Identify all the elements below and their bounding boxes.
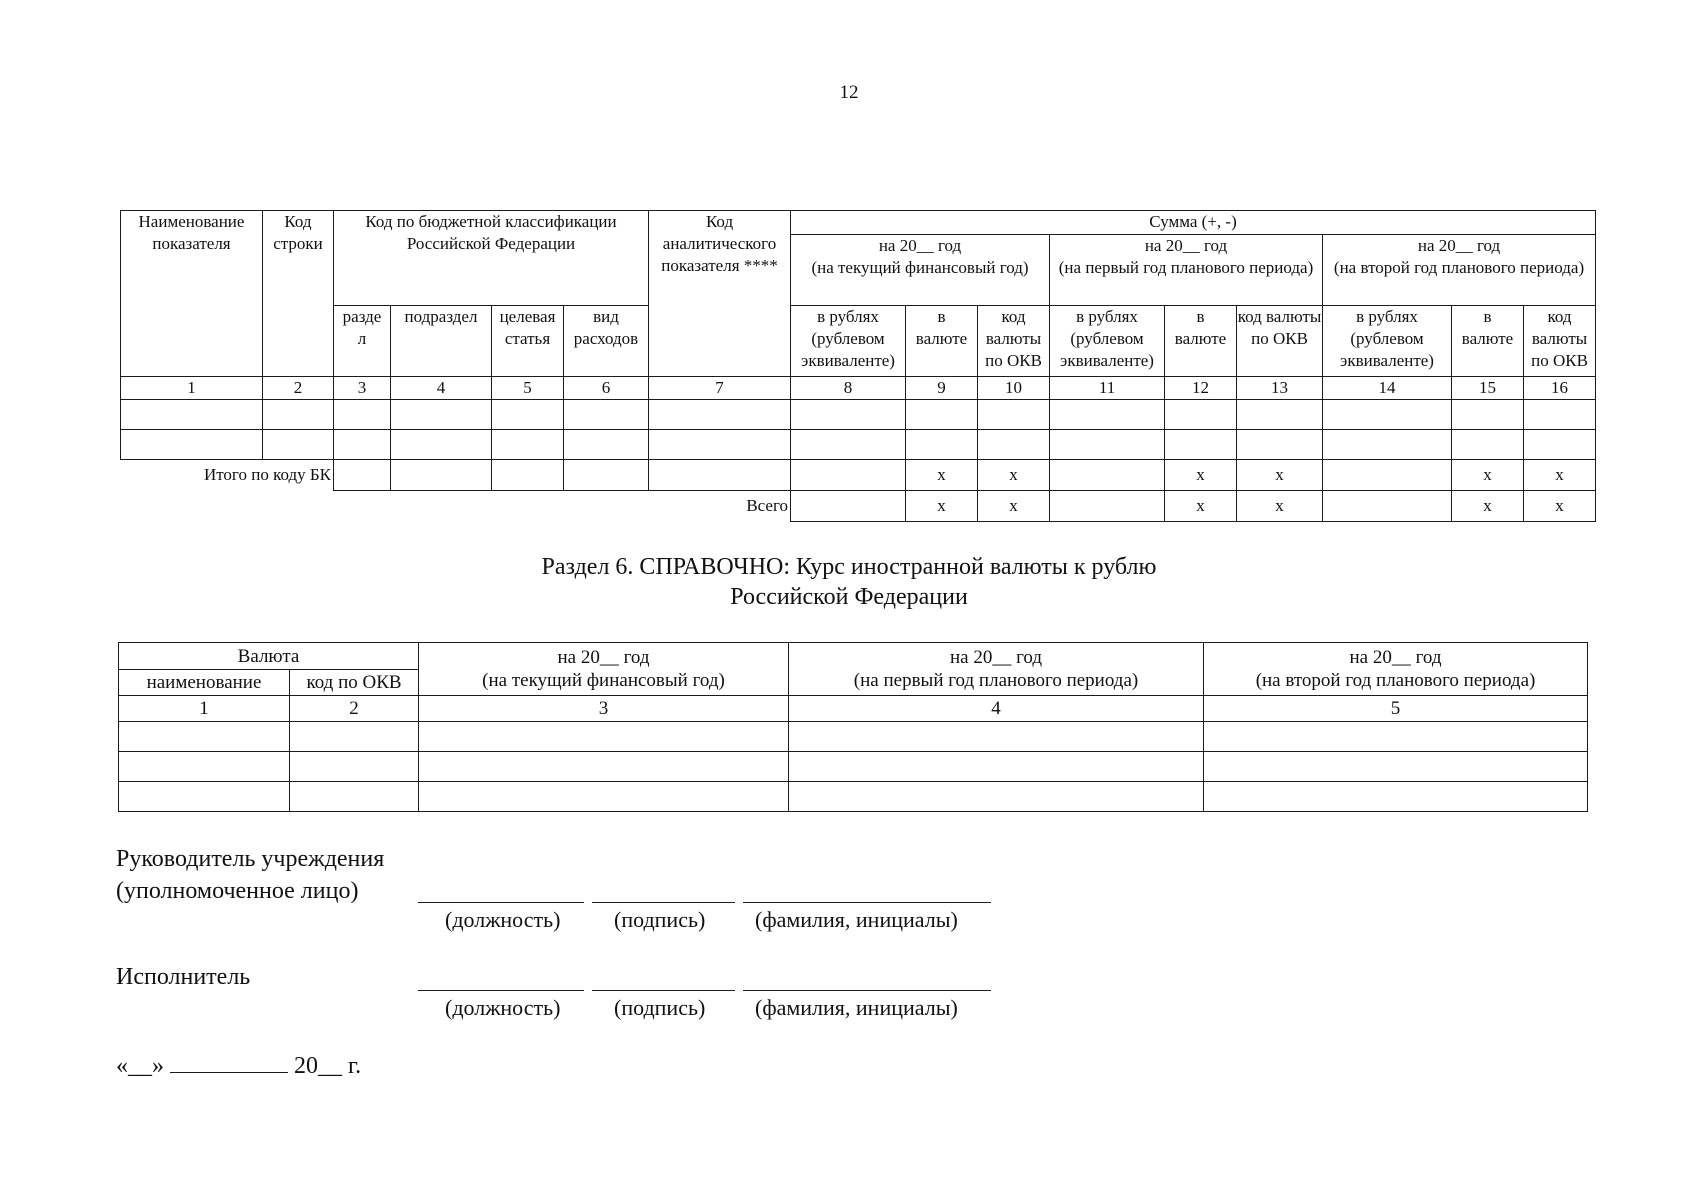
header-year-first: на 20__ год (на первый год планового периода): [1050, 235, 1323, 306]
header-sum: Сумма (+, -): [791, 211, 1596, 235]
cell[interactable]: [1165, 430, 1237, 460]
head-name-caption: (фамилия, инициалы): [755, 907, 958, 932]
column-number-row: [121, 377, 1596, 400]
header-year-first: [789, 643, 1204, 696]
header-indicator-name: Наименование показателя: [121, 211, 263, 377]
total-bk-row: [121, 460, 1596, 491]
header-currency: Валюта: [119, 643, 419, 670]
cell[interactable]: [334, 460, 391, 491]
header-val-second: в валюте: [1452, 306, 1524, 377]
cell[interactable]: [1237, 400, 1323, 430]
column-number: 5: [492, 377, 564, 400]
cell[interactable]: [649, 430, 791, 460]
header-analytic-code: Код аналитического показателя ****: [649, 211, 791, 377]
year-second-sub: (на второй год планового периода): [1255, 670, 1536, 691]
cell[interactable]: [1204, 782, 1588, 812]
header-tselevaya-statya: целевая статья: [492, 306, 564, 377]
column-number: 15: [1452, 377, 1524, 400]
column-number: 9: [906, 377, 978, 400]
budget-sum-table: [120, 210, 1596, 522]
cell[interactable]: [1050, 491, 1165, 522]
head-position-line[interactable]: [418, 902, 584, 903]
cell[interactable]: [906, 430, 978, 460]
header-year-current: на 20__ год (на текущий финансовый год): [791, 235, 1050, 306]
cell[interactable]: [1323, 430, 1452, 460]
cell[interactable]: [1165, 400, 1237, 430]
cell[interactable]: [789, 722, 1204, 752]
x-mark: х: [1524, 460, 1596, 491]
head-position-caption: (должность): [445, 907, 561, 932]
cell[interactable]: [649, 400, 791, 430]
cell[interactable]: [121, 400, 263, 430]
head-label-2: (уполномоченное лицо): [116, 878, 359, 904]
cell[interactable]: [263, 400, 334, 430]
cell[interactable]: [791, 400, 906, 430]
column-number: 11: [1050, 377, 1165, 400]
cell[interactable]: [419, 722, 789, 752]
cell[interactable]: [1524, 400, 1596, 430]
cell[interactable]: [290, 782, 419, 812]
table-row: [121, 430, 1596, 460]
cell[interactable]: [791, 491, 906, 522]
year-current-sub: (на текущий финансовый год): [482, 670, 725, 691]
column-number: 12: [1165, 377, 1237, 400]
executor-signature-line[interactable]: [592, 990, 735, 991]
cell[interactable]: [1524, 430, 1596, 460]
header-okv-current: код валюты по ОКВ: [978, 306, 1050, 377]
cell[interactable]: [1237, 430, 1323, 460]
cell[interactable]: [119, 722, 290, 752]
executor-signature-caption: (подпись): [614, 995, 706, 1020]
column-number: 13: [1237, 377, 1323, 400]
cell[interactable]: [1452, 400, 1524, 430]
cell[interactable]: [290, 752, 419, 782]
exchange-rate-table: [118, 642, 1588, 812]
header-rub-current: в рублях (рублевом эквиваленте): [791, 306, 906, 377]
cell[interactable]: [419, 782, 789, 812]
cell[interactable]: [391, 460, 492, 491]
cell[interactable]: [419, 752, 789, 782]
executor-position-caption: (должность): [445, 995, 561, 1020]
total-row: [121, 491, 1596, 522]
executor-name-line[interactable]: [743, 990, 991, 991]
x-mark: х: [1237, 491, 1323, 522]
cell[interactable]: [978, 400, 1050, 430]
cell[interactable]: [1204, 722, 1588, 752]
cell[interactable]: [1050, 460, 1165, 491]
year-second-label: на 20__ год: [1349, 647, 1442, 668]
column-number: 14: [1323, 377, 1452, 400]
x-mark: х: [1165, 460, 1237, 491]
header-year-second: на 20__ год (на второй год планового периода): [1323, 235, 1596, 306]
cell[interactable]: [564, 430, 649, 460]
cell[interactable]: [119, 752, 290, 782]
x-mark: х: [906, 460, 978, 491]
cell[interactable]: [906, 400, 978, 430]
executor-position-line[interactable]: [418, 990, 584, 991]
cell[interactable]: [119, 782, 290, 812]
column-number: 2: [290, 696, 419, 722]
header-bk-code: Код по бюджетной классификации Российской Федерации: [334, 211, 649, 306]
cell[interactable]: [564, 400, 649, 430]
cell[interactable]: [1452, 430, 1524, 460]
column-number-row: [119, 696, 1588, 722]
header-val-first: в валюте: [1165, 306, 1237, 377]
head-name-line[interactable]: [743, 902, 991, 903]
total-label: Всего: [746, 496, 789, 516]
column-number: 4: [789, 696, 1204, 722]
column-number: 6: [564, 377, 649, 400]
cell[interactable]: [391, 400, 492, 430]
cell[interactable]: [492, 430, 564, 460]
column-number: 7: [649, 377, 791, 400]
executor-name-caption: (фамилия, инициалы): [755, 995, 958, 1020]
cell[interactable]: [791, 430, 906, 460]
cell[interactable]: [1323, 400, 1452, 430]
header-razdel: разде л: [334, 306, 391, 377]
section-6-title: Раздел 6. СПРАВОЧНО: Курс иностранной валюты к рублю Российской Федерации: [541, 554, 1157, 610]
cell[interactable]: [789, 782, 1204, 812]
year-current-label: на 20__ год: [557, 647, 650, 668]
executor-label: Исполнитель: [116, 964, 251, 990]
page-number: 12: [839, 82, 859, 103]
date-day[interactable]: «__»: [116, 1053, 164, 1079]
x-mark: х: [1237, 460, 1323, 491]
header-rub-first: в рублях (рублевом эквиваленте): [1050, 306, 1165, 377]
cell[interactable]: [1204, 752, 1588, 782]
total-bk-label: Итого по коду БК: [203, 465, 331, 485]
header-line-code: Код строки: [263, 211, 334, 377]
column-number: 2: [263, 377, 334, 400]
header-okv-second: код валюты по ОКВ: [1524, 306, 1596, 377]
x-mark: х: [978, 491, 1050, 522]
column-number: 3: [419, 696, 789, 722]
header-rub-second: в рублях (рублевом эквиваленте): [1323, 306, 1452, 377]
table-row: [121, 400, 1596, 430]
column-number: 1: [119, 696, 290, 722]
cell[interactable]: [334, 430, 391, 460]
cell[interactable]: [564, 460, 649, 491]
column-number: 3: [334, 377, 391, 400]
cell[interactable]: [391, 430, 492, 460]
cell[interactable]: [1050, 400, 1165, 430]
cell[interactable]: [121, 430, 263, 460]
x-mark: х: [978, 460, 1050, 491]
x-mark: х: [906, 491, 978, 522]
head-label-1: Руководитель учреждения: [116, 846, 385, 872]
column-number: 4: [391, 377, 492, 400]
year-first-sub: (на первый год планового периода): [853, 670, 1139, 691]
date-year[interactable]: 20__ г.: [294, 1053, 362, 1079]
table-row: [119, 722, 1588, 752]
cell[interactable]: [1050, 430, 1165, 460]
column-number: 1: [121, 377, 263, 400]
cell[interactable]: [649, 460, 791, 491]
header-year-second: [1204, 643, 1588, 696]
x-mark: х: [1452, 491, 1524, 522]
cell[interactable]: [492, 400, 564, 430]
header-okv-first: код валюты по ОКВ: [1237, 306, 1323, 377]
cell[interactable]: [978, 430, 1050, 460]
date-month-blank[interactable]: [170, 1050, 288, 1073]
head-signature-line[interactable]: [592, 902, 735, 903]
cell[interactable]: [334, 400, 391, 430]
column-number: 8: [791, 377, 906, 400]
cell[interactable]: [492, 460, 564, 491]
date-line: [116, 1050, 361, 1080]
cell[interactable]: [1323, 491, 1452, 522]
table-row: [119, 782, 1588, 812]
header-okv-code: код по ОКВ: [290, 670, 419, 696]
header-year-current: [419, 643, 789, 696]
column-number: 10: [978, 377, 1050, 400]
header-vid-raskhodov: вид расходов: [564, 306, 649, 377]
cell[interactable]: [1323, 460, 1452, 491]
table-row: [119, 752, 1588, 782]
cell[interactable]: [263, 430, 334, 460]
year-first-label: на 20__ год: [949, 647, 1043, 668]
x-mark: х: [1165, 491, 1237, 522]
cell[interactable]: [789, 752, 1204, 782]
header-currency-name: наименование: [119, 670, 290, 696]
x-mark: х: [1524, 491, 1596, 522]
column-number: 16: [1524, 377, 1596, 400]
cell[interactable]: [791, 460, 906, 491]
x-mark: х: [1452, 460, 1524, 491]
cell[interactable]: [290, 722, 419, 752]
header-podrazdel: подраздел: [391, 306, 492, 377]
column-number: 5: [1204, 696, 1588, 722]
head-signature-caption: (подпись): [614, 907, 706, 932]
header-val-current: в валюте: [906, 306, 978, 377]
